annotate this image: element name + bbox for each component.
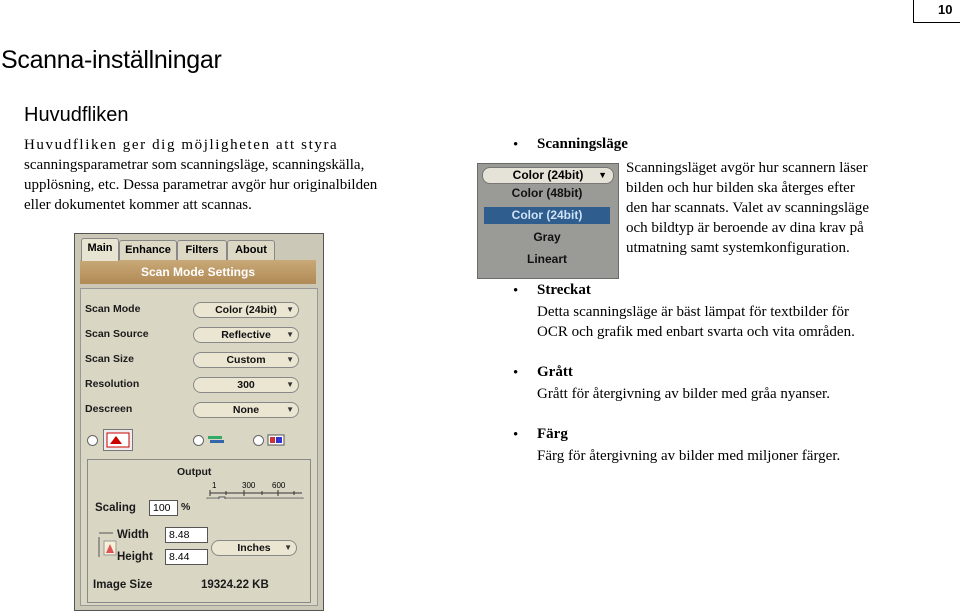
scan-mode-value: Color (24bit)	[215, 304, 277, 316]
image-size-value: 19324.22 KB	[201, 579, 269, 591]
chevron-down-icon: ▼	[598, 170, 607, 180]
resolution-value: 300	[237, 379, 255, 391]
output-label: Output	[177, 466, 212, 478]
unit-value: Inches	[237, 542, 271, 554]
intro-line: scanningsparametrar som scanningsläge, scanningskälla,	[24, 157, 365, 173]
bullet-title-farg: Färg	[537, 426, 568, 442]
width-label: Width	[117, 529, 149, 541]
basic-scan-icon-graphic	[104, 430, 132, 450]
bullet-text-streckat	[537, 302, 855, 342]
resolution-select[interactable]	[193, 377, 299, 393]
scan-mode-option-selected[interactable]: Color (24bit)	[484, 207, 610, 224]
height-label: Height	[117, 551, 153, 563]
professional-scan-icon[interactable]	[267, 433, 285, 445]
bullet-line: OCR och grafik med enbart svarta och vita områden.	[537, 324, 855, 340]
intro-line: eller dokumentet kommer att scannas.	[24, 197, 252, 213]
scan-size-label: Scan Size	[85, 353, 135, 365]
intro-line: Huvudfliken ger dig möjligheten att styra	[24, 137, 339, 153]
bullet-line: Detta scanningsläge är bäst lämpat för textbilder för	[537, 304, 849, 320]
bullet-text-scanningslage	[626, 158, 869, 258]
chevron-down-icon: ▼	[284, 543, 292, 552]
page-number-box	[913, 0, 960, 23]
bullet-marker: •	[513, 137, 519, 153]
scan-size-select[interactable]	[193, 352, 299, 368]
bullet-marker: •	[513, 427, 519, 443]
image-size-label: Image Size	[93, 579, 153, 591]
bullet-line: Grått för återgivning av bilder med gråa nyanser.	[537, 386, 830, 402]
page-title: Scanna-inställningar	[1, 46, 222, 74]
mode-radio-advanced[interactable]	[193, 435, 204, 446]
bullet-line: Färg för återgivning av bilder med miljoner färger.	[537, 448, 841, 464]
scanner-dialog-screenshot	[74, 233, 324, 611]
bullet-line: bilden och hur bilden ska återges efter	[626, 180, 855, 196]
tab-about[interactable]: About	[227, 240, 275, 260]
intro-line: upplösning, etc. Dessa parametrar avgör hur originalbilden	[24, 177, 378, 193]
descreen-label: Descreen	[85, 403, 133, 415]
scaling-label: Scaling	[95, 502, 136, 514]
tab-filters[interactable]: Filters	[177, 240, 227, 260]
basic-scan-icon[interactable]	[103, 429, 133, 451]
chevron-down-icon: ▼	[286, 405, 294, 414]
bullet-marker: •	[513, 283, 519, 299]
scaling-unit: %	[181, 501, 191, 513]
ruler-tick-label: 600	[272, 481, 286, 490]
page-number: 10	[938, 2, 953, 17]
bullet-title-gratt: Grått	[537, 364, 573, 380]
bullet-text-farg	[537, 446, 840, 466]
ruler-tick-label: 1	[212, 481, 217, 490]
scan-source-value: Reflective	[221, 329, 271, 341]
intro-paragraph	[24, 135, 426, 215]
bullet-line: Scanningsläget avgör hur scannern läser	[626, 160, 868, 176]
scaling-ruler	[206, 479, 306, 499]
bullet-text-gratt	[537, 384, 830, 404]
scan-source-select[interactable]	[193, 327, 299, 343]
ruler-tick-label: 300	[242, 481, 256, 490]
height-input[interactable]: 8.44	[165, 549, 208, 565]
advanced-scan-icon[interactable]	[207, 433, 225, 445]
chevron-down-icon: ▼	[286, 380, 294, 389]
scan-source-label: Scan Source	[85, 328, 149, 340]
section-heading: Huvudfliken	[24, 104, 129, 126]
unit-select[interactable]	[211, 540, 297, 556]
bullet-marker: •	[513, 365, 519, 381]
scan-mode-label: Scan Mode	[85, 303, 141, 315]
scaling-slider-handle[interactable]	[219, 497, 225, 499]
scan-mode-option[interactable]: Color (48bit)	[511, 186, 583, 200]
panel-header: Scan Mode Settings	[80, 260, 316, 284]
settings-area	[80, 288, 318, 606]
bullet-line: den har scannats. Valet av scanningsläge	[626, 200, 869, 216]
bullet-line: utmatning samt systemkonfiguration.	[626, 240, 850, 256]
mode-radio-professional[interactable]	[253, 435, 264, 446]
resolution-label: Resolution	[85, 378, 140, 390]
scan-mode-dropdown-screenshot	[477, 163, 619, 279]
width-input[interactable]: 8.48	[165, 527, 208, 543]
scan-mode-current-value: Color (24bit)	[512, 168, 584, 182]
scan-mode-current[interactable]	[482, 167, 614, 184]
scan-mode-option[interactable]: Gray	[533, 230, 561, 244]
chevron-down-icon: ▼	[286, 355, 294, 364]
descreen-select[interactable]	[193, 402, 299, 418]
advanced-scan-icon-graphic	[207, 434, 225, 446]
scaling-input[interactable]: 100	[149, 500, 178, 516]
professional-scan-icon-graphic	[267, 434, 285, 446]
chevron-down-icon: ▼	[286, 330, 294, 339]
descreen-value: None	[232, 404, 260, 416]
bullet-title-streckat: Streckat	[537, 282, 591, 298]
scan-size-value: Custom	[226, 354, 266, 366]
scan-mode-option[interactable]: Lineart	[526, 252, 567, 266]
tab-main[interactable]: Main	[81, 238, 119, 261]
mode-radio-basic[interactable]	[87, 435, 98, 446]
scan-mode-select[interactable]	[193, 302, 299, 318]
chevron-down-icon: ▼	[286, 305, 294, 314]
bullet-title-scanningslage: Scanningsläge	[537, 136, 628, 152]
tab-enhance[interactable]: Enhance	[119, 240, 177, 260]
bullet-line: och bildtyp är beroende av dina krav på	[626, 220, 864, 236]
